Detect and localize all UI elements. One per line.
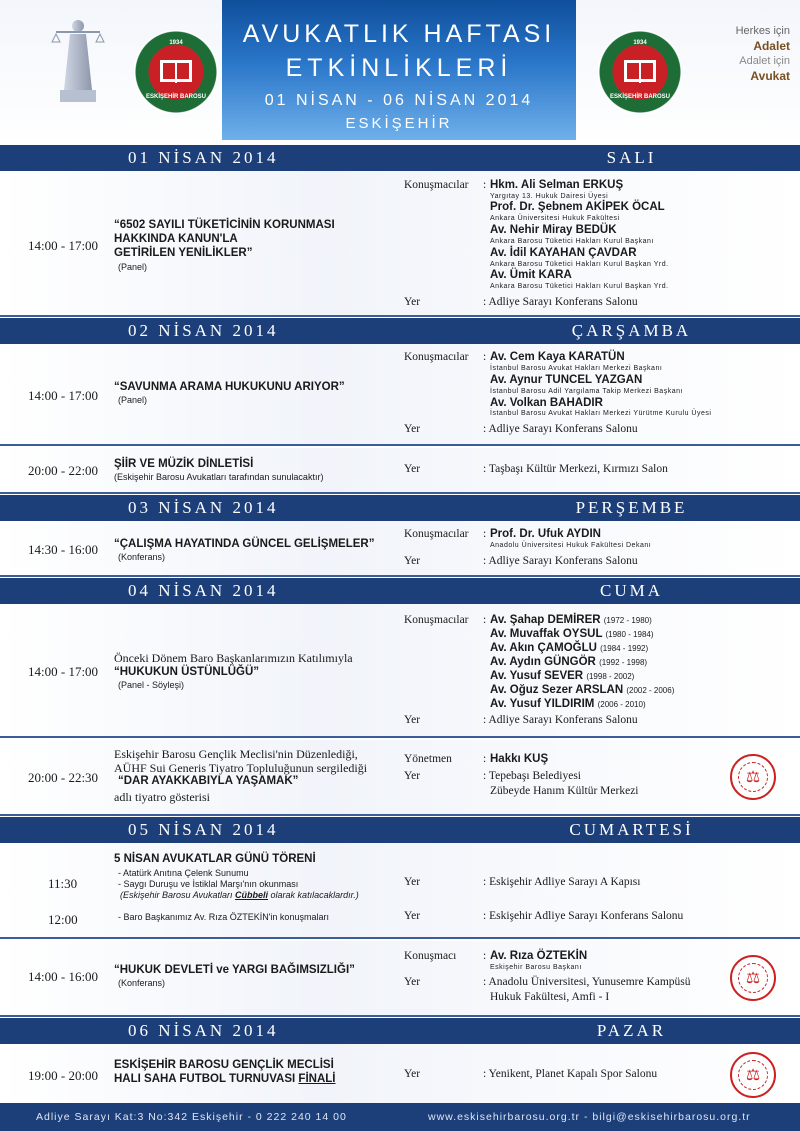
date-range: 01 NİSAN - 06 NİSAN 2014	[264, 92, 534, 109]
speaker-title: Anadolu Üniversitesi Hukuk Fakültesi Dekanı	[490, 542, 652, 549]
term-years: (1972 - 1980)	[603, 616, 652, 625]
event-time: 14:00 - 16:00	[28, 969, 99, 984]
seal-year: 1934	[633, 40, 647, 46]
speaker-name: Av. Akın ÇAMOĞLU (1984 - 1992)	[490, 642, 649, 654]
title-line2: ETKİNLİKLERİ	[285, 54, 513, 82]
speaker-title: Ankara Barosu Tüketici Hakları Kurul Başkan Yrd.	[490, 283, 669, 290]
ceremony-item: - Saygı Duruşu ve İstiklal Marşı'nın okunması	[118, 879, 299, 889]
colon: :	[483, 179, 487, 191]
ceremony-note: (Eskişehir Barosu Avukatları Cübbeli olarak katılacaklardır.)	[120, 890, 359, 900]
slogan-line: Avukat	[750, 69, 790, 83]
speakers-label: Konuşmacılar	[404, 179, 469, 191]
speaker-name: Av. Nehir Miray BEDÜK	[490, 224, 617, 236]
day-weekday: ÇARŞAMBA	[571, 321, 692, 340]
colon: :	[483, 770, 487, 782]
day-date: 01 NİSAN 2014	[128, 148, 279, 167]
slogan-line: Herkes için	[735, 25, 790, 37]
speaker-title: Ankara Barosu Tüketici Hakları Kurul Başkanı	[490, 238, 654, 245]
place-label: Yer	[404, 876, 421, 888]
event-type: (Konferans)	[118, 978, 166, 988]
event-title: “ÇALIŞMA HAYATINDA GÜNCEL GELİŞMELER”	[114, 538, 375, 550]
event-theatre	[0, 740, 800, 816]
colon: :	[483, 910, 487, 922]
place-label: Yer	[404, 1068, 421, 1080]
term-years: (1980 - 1984)	[605, 630, 654, 639]
speaker-title: Ankara Barosu Tüketici Hakları Kurul Başkan Yrd.	[490, 261, 669, 268]
event-title-line: HALI SAHA FUTBOL TURNUVASI FİNALİ	[114, 1073, 336, 1085]
term-years: (1984 - 1992)	[600, 644, 649, 653]
place-label: Yer	[404, 296, 421, 308]
place-label: Yer	[404, 463, 421, 475]
speaker-name: Av. Yusuf SEVER (1998 - 2002)	[490, 670, 635, 682]
speaker-name: Av. Oğuz Sezer ARSLAN (2002 - 2006)	[490, 684, 675, 696]
colon: :	[483, 463, 487, 475]
slogan-line: Adalet	[753, 39, 790, 53]
event-type: (Panel - Söyleşi)	[118, 680, 185, 690]
speaker-title: İstanbul Barosu Avukat Hakları Merkezi Yürütme Kurulu Üyesi	[490, 410, 712, 417]
day-date: 02 NİSAN 2014	[128, 321, 279, 340]
day-weekday: CUMARTESİ	[569, 820, 694, 839]
event-title-line: “6502 SAYILI TÜKETİCİNİN KORUNMASI	[114, 219, 335, 231]
event-consumer-law	[0, 171, 800, 317]
term-years: (2002 - 2006)	[626, 686, 675, 695]
place-value: Anadolu Üniversitesi, Yunusemre Kampüsü	[488, 976, 691, 988]
bar-seal-left	[134, 30, 218, 114]
speaker-title: Eskişehir Barosu Başkanı	[490, 964, 582, 971]
speakers-label: Konuşmacılar	[404, 351, 469, 363]
event-time: 11:30	[48, 876, 78, 891]
day-date: 06 NİSAN 2014	[128, 1021, 279, 1040]
place-label: Yer	[404, 423, 421, 435]
seal-name: ESKİŞEHİR BAROSU	[145, 94, 206, 100]
colon: :	[483, 351, 487, 363]
speaker-title: İstanbul Barosu Adil Yargılama Takip Merkezi Başkanı	[490, 388, 683, 395]
speakers-label: Konuşmacılar	[404, 614, 469, 626]
event-title-line: ESKİŞEHİR BAROSU GENÇLİK MECLİSİ	[114, 1059, 334, 1071]
speakers-label: Konuşmacılar	[404, 528, 469, 540]
place-value: Adliye Sarayı Konferans Salonu	[488, 714, 638, 726]
seal-year: 1934	[169, 40, 183, 46]
day-bar	[0, 495, 800, 521]
speaker-title: Yargıtay 13. Hukuk Dairesi Üyesi	[490, 193, 609, 200]
place-label: Yer	[404, 910, 421, 922]
slogan-line: Adalet için	[739, 55, 790, 67]
event-time: 19:00 - 20:00	[28, 1068, 99, 1083]
event-line: AÜHF Sui Generis Tiyatro Topluluğunun sergilediği	[114, 761, 368, 775]
speaker-name: Av. Volkan BAHADIR	[490, 397, 603, 409]
colon: :	[483, 876, 487, 888]
speaker-name: Av. Aydın GÜNGÖR (1992 - 1998)	[490, 656, 648, 668]
footer-contact: www.eskisehirbarosu.org.tr - bilgi@eskisehirbarosu.org.tr	[428, 1111, 751, 1123]
title-line1: AVUKATLIK HAFTASI	[242, 20, 556, 48]
colon: :	[483, 614, 487, 626]
colon: :	[483, 753, 487, 765]
youth-council-stamp-icon	[730, 955, 776, 1001]
event-title: “HUKUKUN ÜSTÜNLÜĞÜ”	[114, 666, 260, 678]
colon: :	[483, 976, 487, 988]
term-years: (1992 - 1998)	[599, 658, 648, 667]
day-weekday: PAZAR	[596, 1021, 667, 1040]
event-poetry	[0, 448, 800, 494]
term-years: (2006 - 2010)	[597, 700, 646, 709]
place-value: Taşbaşı Kültür Merkezi, Kırmızı Salon	[488, 463, 668, 475]
event-intro: Önceki Dönem Baro Başkanlarımızın Katılımıyla	[114, 651, 353, 665]
event-time: 12:00	[48, 912, 78, 927]
event-time: 20:00 - 22:00	[28, 463, 99, 478]
seal-name: ESKİŞEHİR BAROSU	[609, 94, 670, 100]
event-time: 14:00 - 17:00	[28, 388, 99, 403]
day-date: 04 NİSAN 2014	[128, 581, 279, 600]
speaker-name: Av. İdil KAYAHAN ÇAVDAR	[490, 247, 637, 259]
event-type: (Panel)	[118, 395, 148, 405]
event-title: 5 NİSAN AVUKATLAR GÜNÜ TÖRENİ	[114, 853, 316, 865]
ceremony-item: - Baro Başkanımız Av. Rıza ÖZTEKİN'in konuşmaları	[118, 912, 329, 922]
event-football	[0, 1044, 800, 1103]
speaker-label: Konuşmacı	[404, 950, 457, 962]
ceremony-item: - Atatürk Anıtına Çelenk Sunumu	[118, 868, 249, 878]
event-judicial-independence	[0, 941, 800, 1017]
place-value: Adliye Sarayı Konferans Salonu	[488, 423, 638, 435]
event-time: 14:00 - 17:00	[28, 238, 99, 253]
speaker-name: Av. Aynur TUNCEL YAZGAN	[490, 374, 643, 386]
footer	[0, 1103, 800, 1131]
event-title: “HUKUK DEVLETİ ve YARGI BAĞIMSIZLIĞI”	[114, 964, 355, 976]
speaker-title: İstanbul Barosu Avukat Hakları Merkezi Başkanı	[490, 365, 663, 372]
place-value: Eskişehir Adliye Sarayı A Kapısı	[489, 876, 641, 888]
youth-council-stamp-icon	[730, 754, 776, 800]
speaker-name: Prof. Dr. Şebnem AKİPEK ÖCAL	[490, 201, 665, 213]
speaker-title: Ankara Üniversitesi Hukuk Fakültesi	[490, 215, 620, 222]
event-line: Eskişehir Barosu Gençlik Meclisi'nin Düzenlediği,	[114, 747, 358, 761]
place-value: Eskişehir Adliye Sarayı Konferans Salonu	[489, 910, 684, 922]
event-title: “DAR AYAKKABIYLA YAŞAMAK”	[118, 775, 299, 787]
colon: :	[483, 714, 487, 726]
colon: :	[483, 1068, 487, 1080]
place-label: Yer	[404, 976, 421, 988]
event-line: adlı tiyatro gösterisi	[114, 790, 210, 804]
day-bar	[0, 578, 800, 604]
day-bar	[0, 145, 800, 171]
event-title-line: GETİRİLEN YENİLİKLER”	[114, 247, 253, 259]
footer-address: Adliye Sarayı Kat:3 No:342 Eskişehir - 0 222 240 14 00	[36, 1111, 347, 1123]
event-title: “SAVUNMA ARAMA HUKUKUNU ARIYOR”	[114, 381, 345, 393]
day-bar	[0, 817, 800, 843]
event-labor	[0, 521, 800, 577]
city: ESKİŞEHİR	[345, 115, 453, 132]
speaker-name: Av. Yusuf YILDIRIM (2006 - 2010)	[490, 698, 646, 710]
term-years: (1998 - 2002)	[586, 672, 635, 681]
event-rule-of-law	[0, 604, 800, 738]
event-defense	[0, 344, 800, 446]
place-value: Tepebaşı Belediyesi	[488, 770, 581, 782]
day-weekday: SALI	[606, 148, 657, 167]
speaker-name: Hkm. Ali Selman ERKUŞ	[490, 179, 624, 191]
colon: :	[483, 423, 487, 435]
director-label: Yönetmen	[404, 753, 452, 765]
speaker-name: Av. Ümit KARA	[490, 269, 572, 281]
event-type: (Konferans)	[118, 552, 166, 562]
event-title: ŞİİR VE MÜZİK DİNLETİSİ	[114, 458, 254, 470]
place-label: Yer	[404, 714, 421, 726]
day-weekday: PERŞEMBE	[575, 498, 688, 517]
youth-council-stamp-icon	[730, 1052, 776, 1098]
book-icon	[624, 60, 656, 82]
place-label: Yer	[404, 555, 421, 567]
director-name: Hakkı KUŞ	[490, 753, 549, 765]
speaker-name: Prof. Dr. Ufuk AYDIN	[490, 528, 601, 540]
event-type: (Panel)	[118, 262, 148, 272]
place-value: Zübeyde Hanım Kültür Merkezi	[490, 785, 639, 797]
book-icon	[160, 60, 192, 82]
place-value: Adliye Sarayı Konferans Salonu	[488, 296, 638, 308]
day-date: 03 NİSAN 2014	[128, 498, 279, 517]
place-value: Adliye Sarayı Konferans Salonu	[488, 555, 638, 567]
colon: :	[483, 528, 487, 540]
event-time: 14:30 - 16:00	[28, 542, 99, 557]
place-value: Yenikent, Planet Kapalı Spor Salonu	[488, 1068, 658, 1080]
event-time: 14:00 - 17:00	[28, 664, 99, 679]
day-date: 05 NİSAN 2014	[128, 820, 279, 839]
colon: :	[483, 555, 487, 567]
colon: :	[483, 296, 487, 308]
event-title-line: HAKKINDA KANUN'LA	[114, 233, 238, 245]
event-ceremony	[0, 843, 800, 939]
header	[0, 0, 800, 145]
speaker-name: Av. Cem Kaya KARATÜN	[490, 351, 625, 363]
speaker-name: Av. Şahap DEMİRER (1972 - 1980)	[490, 614, 652, 626]
day-bar	[0, 318, 800, 344]
event-time: 20:00 - 22:30	[28, 770, 99, 785]
event-note: (Eskişehir Barosu Avukatları tarafından sunulacaktır)	[114, 472, 324, 482]
speaker-name: Av. Rıza ÖZTEKİN	[490, 950, 588, 962]
day-weekday: CUMA	[599, 581, 663, 600]
place-value: Hukuk Fakültesi, Amfi - I	[490, 991, 610, 1003]
bar-seal-right	[598, 30, 682, 114]
day-bar	[0, 1018, 800, 1044]
speaker-name: Av. Muvaffak OYSUL (1980 - 1984)	[490, 628, 654, 640]
justice-statue-icon	[48, 12, 108, 104]
slogan	[684, 24, 790, 84]
title-banner	[222, 0, 576, 140]
colon: :	[483, 950, 487, 962]
place-label: Yer	[404, 770, 421, 782]
